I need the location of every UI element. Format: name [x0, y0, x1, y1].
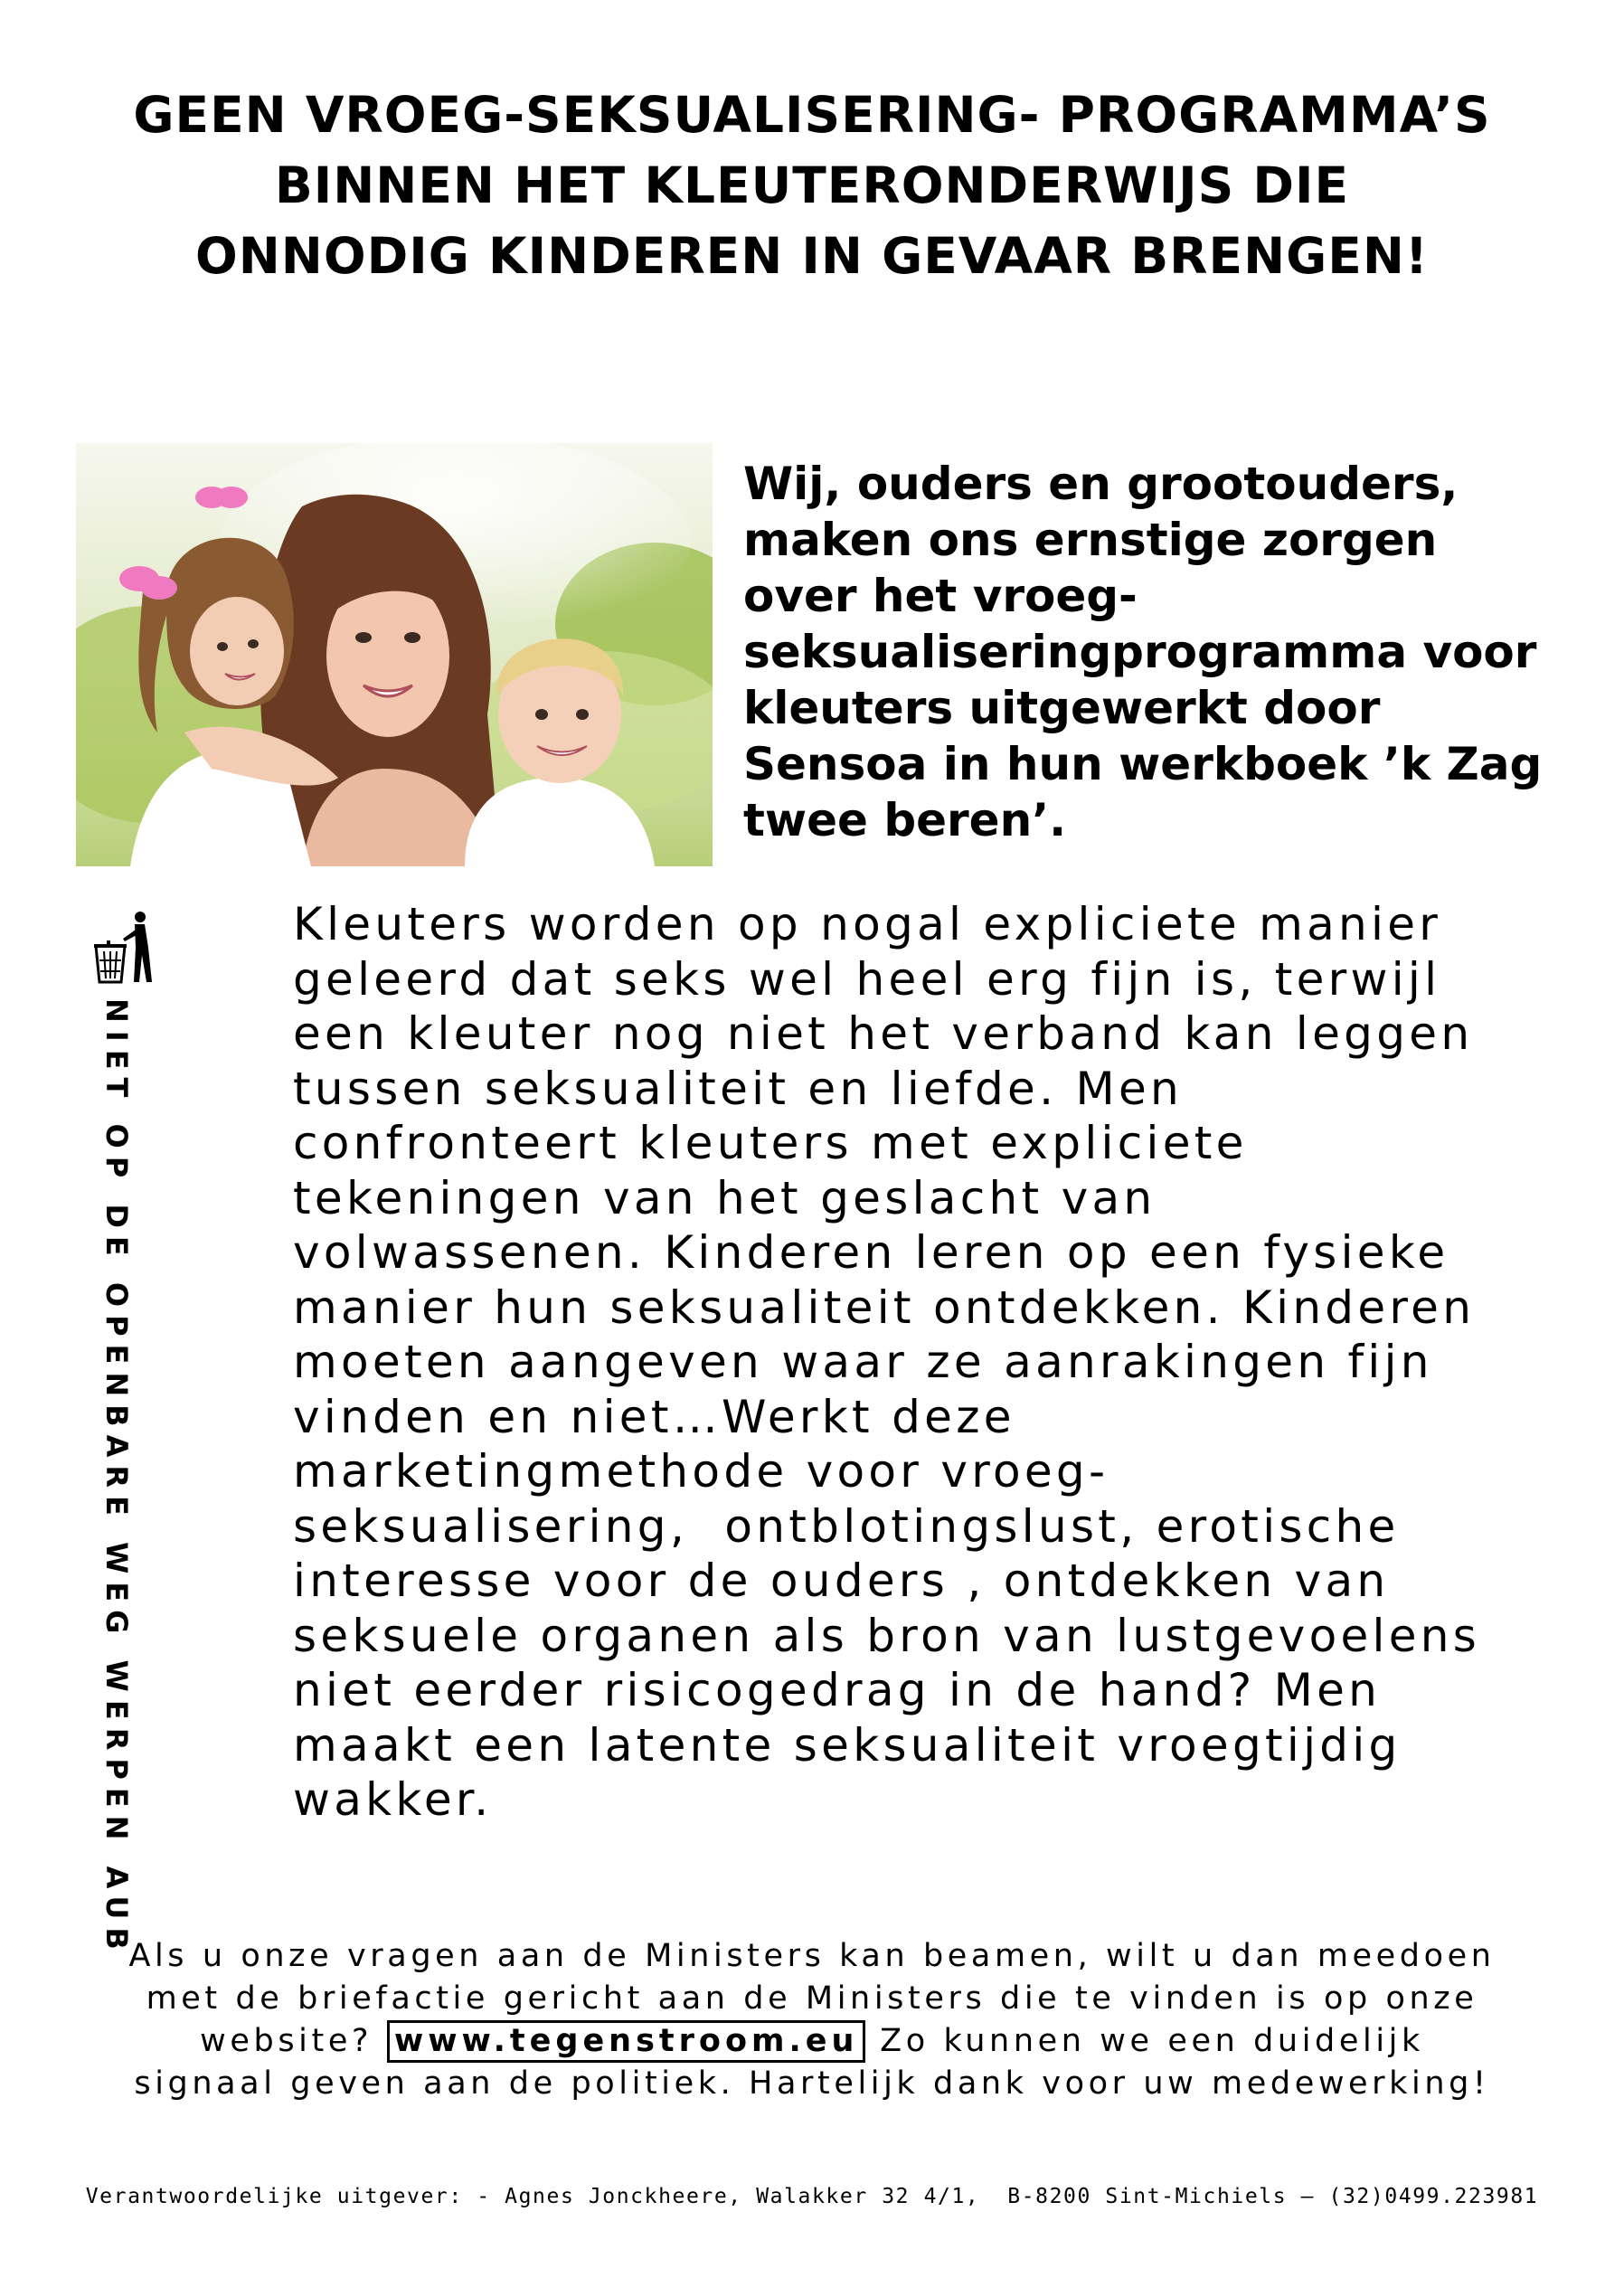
- body-line: moeten aangeven waar ze aanrakingen fijn: [293, 1336, 1433, 1388]
- cta-line: signaal geven aan de politiek. Hartelijk dank voor uw medewerking!: [134, 2065, 1490, 2102]
- intro-line: over het vroeg-: [743, 570, 1138, 622]
- body-line: seksualisering, ontblotingslust, erotische: [293, 1499, 1400, 1553]
- litter-bin-icon: [92, 908, 157, 986]
- intro-line: Sensoa in hun werkboek ’k Zag: [743, 738, 1543, 790]
- headline-line: GEEN VROEG-SEKSUALISERING- PROGRAMMA’S: [133, 86, 1491, 144]
- headline: [54, 80, 1570, 291]
- intro-text: [743, 456, 1584, 848]
- body-line: een kleuter nog niet het verband kan leggen: [293, 1007, 1474, 1060]
- litter-notice-text: NIET OP DE OPENBARE WEG WERPEN AUB: [99, 998, 134, 1958]
- intro-line: kleuters uitgewerkt door: [743, 682, 1381, 734]
- body-line: tekeningen van het geslacht van: [293, 1171, 1157, 1224]
- headline-line: ONNODIG KINDEREN IN GEVAAR BRENGEN!: [195, 227, 1429, 285]
- body-line: tussen seksualiteit en liefde. Men: [293, 1062, 1183, 1115]
- body-line: Kleuters worden op nogal expliciete manier: [293, 898, 1442, 950]
- publisher-info: Verantwoordelijke uitgever: - Agnes Jonckheere, Walakker 32 4/1, B-8200 Sint-Michiels – (32)0499.223981: [85, 2185, 1539, 2208]
- cta-line: Als u onze vragen aan de Ministers kan beamen, wilt u dan meedoen: [128, 1938, 1496, 1974]
- cta-line: [54, 2020, 1570, 2063]
- body-line: geleerd dat seks wel heel erg fijn is, terwijl: [293, 952, 1441, 1006]
- headline-line: BINNEN HET KLEUTERONDERWIJS DIE: [274, 156, 1350, 214]
- intro-line: seksualiseringprogramma voor: [743, 626, 1537, 678]
- intro-line: maken ons ernstige zorgen: [743, 514, 1438, 566]
- family-photo-illustration: [76, 443, 713, 866]
- call-to-action: [54, 1935, 1570, 2105]
- cta-line: met de briefactie gericht aan de Ministers die te vinden is op onze: [146, 1980, 1478, 2017]
- cta-line-start: website?: [200, 2023, 387, 2059]
- body-line: volwassenen. Kinderen leren op een fysieke: [293, 1226, 1449, 1279]
- body-line: maakt een latente seksualiteit vroegtijdig: [293, 1718, 1402, 1772]
- body-line: manier hun seksualiteit ontdekken. Kinderen: [293, 1281, 1476, 1334]
- litter-notice: [92, 908, 165, 1958]
- body-line: wakker.: [293, 1773, 493, 1826]
- website-link[interactable]: www.tegenstroom.eu: [387, 2020, 866, 2063]
- body-line: seksuele organen als bron van lustgevoelens: [293, 1609, 1481, 1662]
- intro-line: twee beren’.: [743, 794, 1067, 846]
- body-line: vinden en niet…Werkt deze: [293, 1390, 1015, 1443]
- body-line: niet eerder risicogedrag in de hand? Men: [293, 1664, 1382, 1716]
- body-line: confronteert kleuters met expliciete: [293, 1117, 1248, 1169]
- body-line: interesse voor de ouders , ontdekken van: [293, 1555, 1390, 1607]
- cta-line-end: Zo kunnen we een duidelijk: [865, 2023, 1424, 2059]
- family-photo: [76, 443, 713, 866]
- body-line: marketingmethode voor vroeg-: [293, 1445, 1109, 1498]
- body-text: [293, 897, 1577, 1828]
- intro-line: Wij, ouders en grootouders,: [743, 458, 1459, 510]
